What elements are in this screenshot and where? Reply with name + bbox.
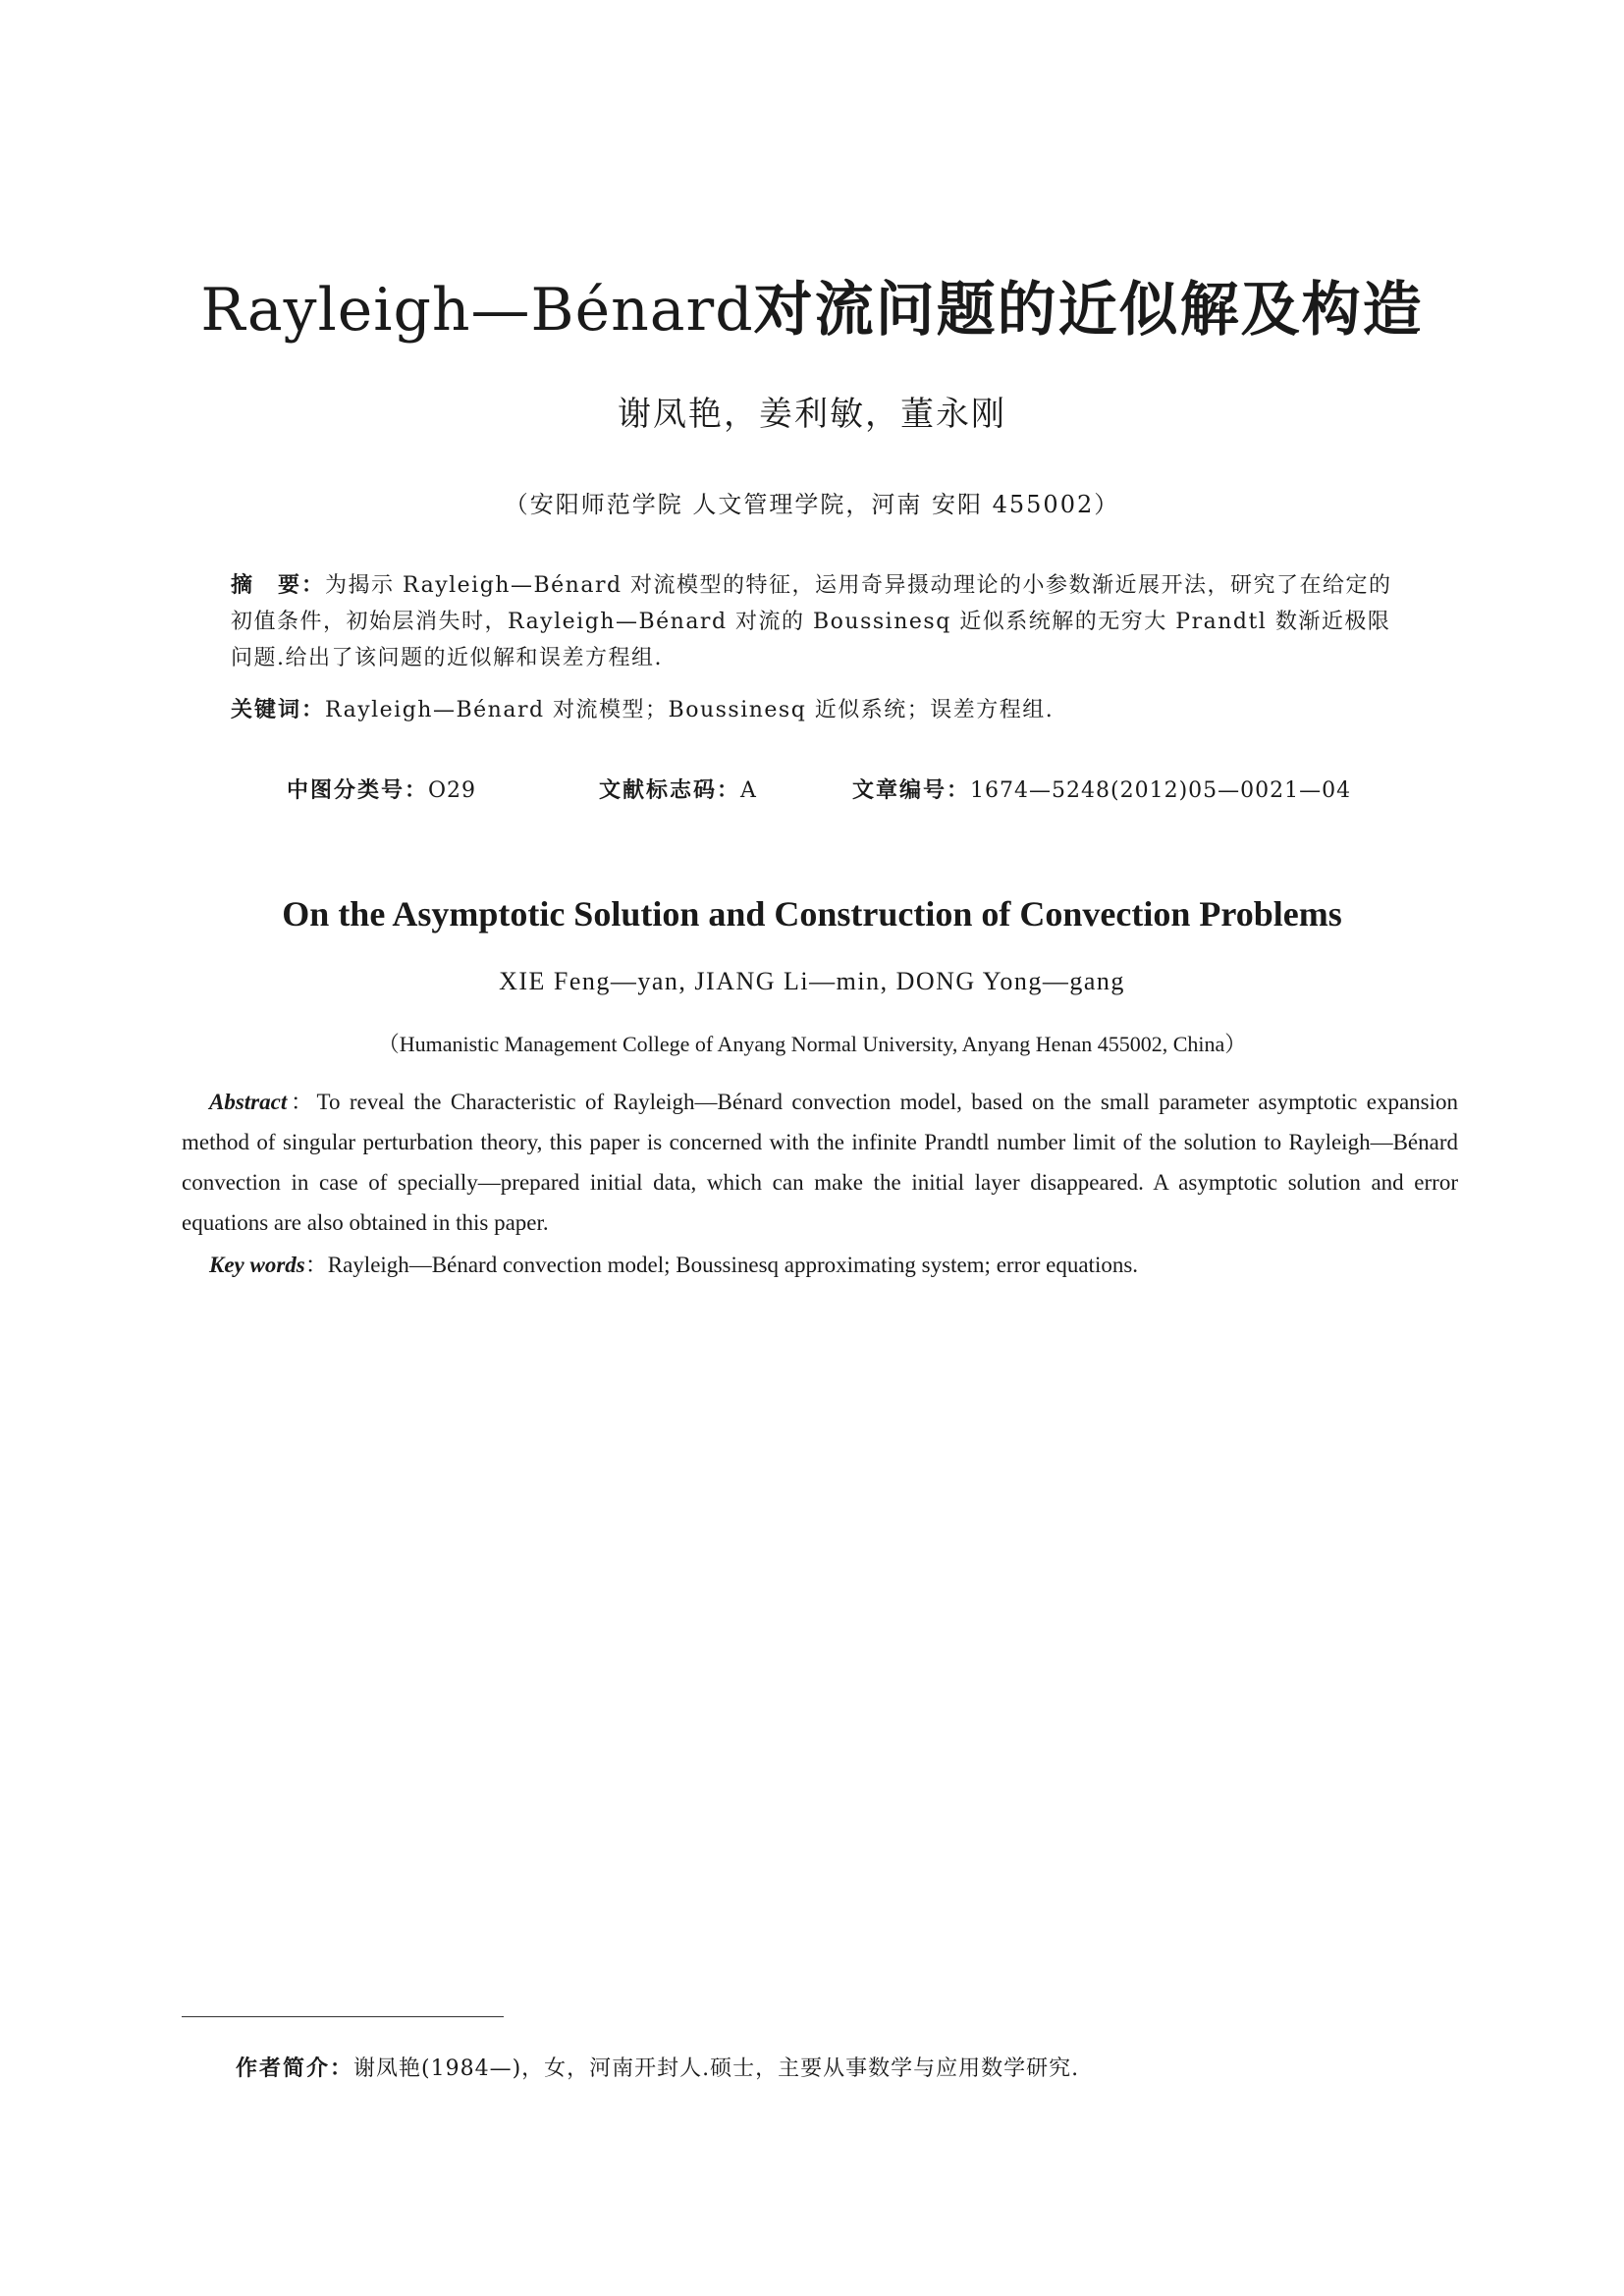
footnote-text: 谢凤艳(1984—)，女，河南开封人.硕士，主要从事数学与应用数学研究. bbox=[353, 2056, 1080, 2081]
affiliation-cn: （安阳师范学院 人文管理学院，河南 安阳 455002） bbox=[504, 491, 1120, 518]
abstract-cn-text: 为揭示 Rayleigh—Bénard 对流模型的特征，运用奇异摄动理论的小参数渐近展开法，研究了在给定的初值条件，初始层消失时，Rayleigh—Bénard 对流的 Boussinesq 近似系统解的无穷大 Prandtl 数渐近极限问题.给出了该问题的近似解和误差方程组. bbox=[231, 573, 1392, 670]
keywords-en bbox=[182, 1245, 1458, 1285]
clc-value: O29 bbox=[428, 778, 477, 803]
article-number-value: 1674—5248(2012)05—0021—04 bbox=[970, 778, 1352, 803]
abstract-en-text: ：To reveal the Characteristic of Rayleigh—Bénard convection model, based on the small parameter asymptotic expansion method of singular perturbation theory, this paper is concerned with the infinite Prandtl number limit of the solution to Rayleigh—Bénard convection in case of specially—prepared initial data, which can make the initial layer disappeared. A asymptotic solution and error equations are also obtained in this paper. bbox=[182, 1090, 1458, 1235]
keywords-en-text: ：Rayleigh—Bénard convection model; Boussinesq approximating system; error equations. bbox=[304, 1253, 1139, 1277]
footnote-label: 作者简介： bbox=[236, 2056, 354, 2081]
doc-code-label: 文献标志码： bbox=[599, 778, 741, 803]
title-latin: Rayleigh—Bénard bbox=[200, 276, 754, 345]
title-chinese: 对流问题的近似解及构造 bbox=[753, 276, 1424, 345]
footnote-divider bbox=[182, 2016, 504, 2017]
keywords-en-label: Key words bbox=[209, 1253, 305, 1277]
clc-label: 中图分类号： bbox=[287, 778, 429, 803]
author-footnote bbox=[236, 2052, 1079, 2082]
keywords-cn bbox=[231, 692, 1409, 728]
affiliation-en: （Humanistic Management College of Anyang Normal University, Anyang Henan 455002, China） bbox=[377, 1032, 1247, 1056]
keywords-cn-label: 关键词： bbox=[231, 698, 326, 722]
abstract-cn bbox=[231, 567, 1409, 676]
abstract-cn-label: 摘 要： bbox=[231, 573, 326, 598]
abstract-en-label: Abstract bbox=[209, 1090, 288, 1114]
article-number-label: 文章编号： bbox=[852, 778, 971, 803]
authors-en: XIE Feng—yan, JIANG Li—min, DONG Yong—gang bbox=[499, 967, 1125, 995]
doc-code-value: A bbox=[740, 778, 757, 803]
paper-title-cn bbox=[0, 263, 1624, 347]
keywords-cn-text: Rayleigh—Bénard 对流模型；Boussinesq 近似系统；误差方程组. bbox=[325, 698, 1055, 722]
authors-cn: 谢凤艳，姜利敏，董永刚 bbox=[618, 395, 1006, 434]
document-code bbox=[599, 774, 757, 804]
abstract-en bbox=[182, 1082, 1458, 1243]
article-number bbox=[852, 774, 1351, 804]
clc-number bbox=[287, 774, 476, 804]
paper-title-en: On the Asymptotic Solution and Construction of Convection Problems bbox=[282, 894, 1342, 934]
